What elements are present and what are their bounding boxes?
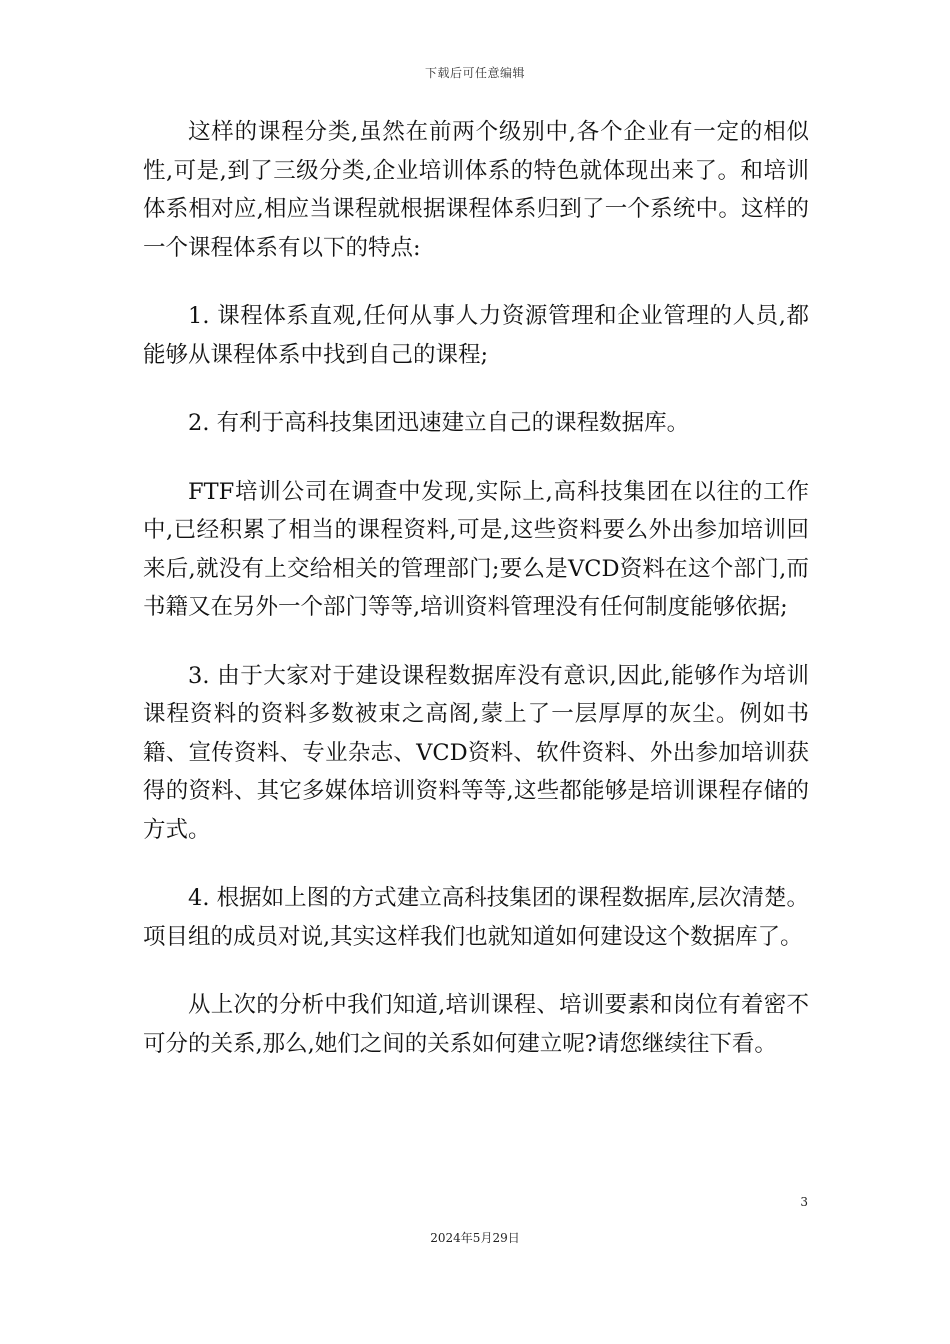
paragraph-ftf-findings: FTF培训公司在调查中发现,实际上,高科技集团在以往的工作中,已经积累了相当的课程资料,可是,这些资料要么外出参加培训回来后,就没有上交给相关的管理部门;要么是VCD资料在这个部门,而书籍又在另外一个部门等等,培训资料管理没有任何制度能够依据; [143,478,809,620]
paragraph-point-3: 3. 由于大家对于建设课程数据库没有意识,因此,能够作为培训课程资料的资料多数被束之高阁,蒙上了一层厚厚的灰尘。例如书籍、宣传资料、专业杂志、VCD资料、软件资料、外出参加培训获得的资料、其它多媒体培训资料等等,这些都能够是培训课程存储的方式。 [143,662,809,843]
paragraph-gap [143,849,809,879]
paragraph-point-4: 4. 根据如上图的方式建立高科技集团的课程数据库,层次清楚。项目组的成员对说,其实这样我们也就知道如何建设这个数据库了。 [143,885,809,950]
page-header: 下载后可任意编辑 [424,66,525,80]
paragraph-conclusion: 从上次的分析中我们知道,培训课程、培训要素和岗位有着密不可分的关系,那么,她们之间的关系如何建立呢?请您继续往下看。 [143,992,809,1057]
paragraph-course-classification: 这样的课程分类,虽然在前两个级别中,各个企业有一定的相似性,可是,到了三级分类,企业培训体系的特色就体现出来了。和培训体系相对应,相应当课程就根据课程体系归到了一个系统中。这样的一个课程体系有以下的特点: [143,119,809,261]
document-body [143,113,809,1063]
paragraph-point-1: 1. 课程体系直观,任何从事人力资源管理和企业管理的人员,都能够从课程体系中找到自己的课程; [143,303,809,368]
paragraph-gap [143,443,809,473]
page-number: 3 [800,1195,808,1209]
paragraph-gap [143,267,809,297]
paragraph-gap [143,627,809,657]
paragraph-point-2: 2. 有利于高科技集团迅速建立自己的课程数据库。 [188,410,690,436]
paragraph-gap [143,956,809,986]
paragraph-gap [143,374,809,404]
page-footer-date: 2024年5月29日 [430,1231,520,1245]
